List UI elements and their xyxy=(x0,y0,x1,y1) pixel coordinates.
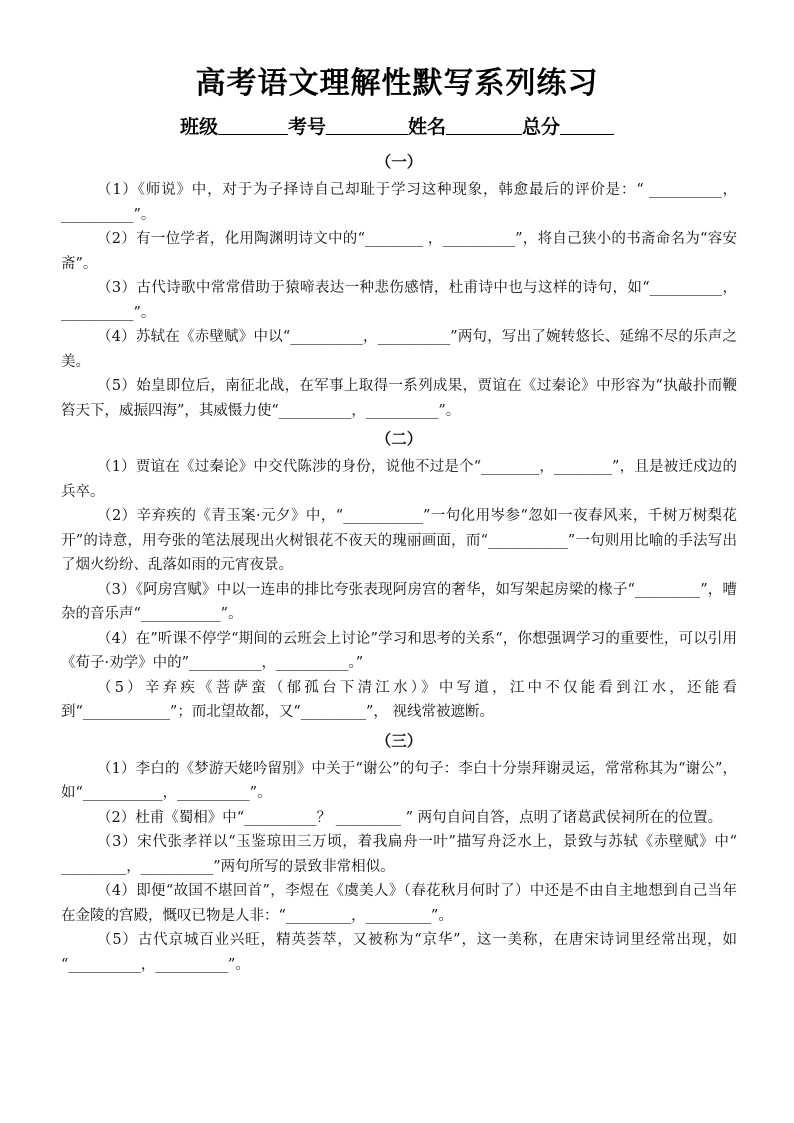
question-item: （2）杜甫《蜀相》中“__________？ _________ ” 两句自问自答，点明了诸葛武侯祠所在的位置。 xyxy=(97,809,723,826)
class-blank[interactable] xyxy=(218,116,288,135)
section-heading: （三） xyxy=(375,730,423,750)
question-item: （3）宋代张孝祥以“玉鉴琼田三万顷，着我扁舟一叶”描写舟泛水上，景致与苏轼《赤壁赋》中“ _________，__________”两句所写的景致非常相似。 xyxy=(61,834,737,875)
section-heading: （一） xyxy=(375,152,423,171)
page-title: 高考语文理解性默写系列练习 xyxy=(195,66,599,101)
question-item: （3）古代诗歌中常常借助于猿啼表达一种悲伤感情，杜甫诗中也与这样的诗句，如“__________，__________”。 xyxy=(61,280,737,321)
name-label: 姓名 xyxy=(408,116,447,138)
question-item: （1）《师说》中，对于为子择诗自己却耻于学习这种现象，韩愈最后的评价是：“ __________，__________”。 xyxy=(61,182,737,223)
class-label: 班级 xyxy=(179,116,218,138)
student-info-line xyxy=(0,112,794,139)
name-blank[interactable] xyxy=(446,116,522,135)
section-3 xyxy=(61,729,737,978)
question-item: （5）辛弃疾《菩萨蛮（郁孤台下清江水）》中写道，江中不仅能看到江水，还能看到“____________”；而北望故都，又“_________”， 视线常被遮断。 xyxy=(61,679,737,720)
question-item: （5）始皇即位后，南征北战，在军事上取得一系列成果，贾谊在《过秦论》中形容为“执敲扑而鞭笞天下，威振四海”，其威慑力使“__________，__________”。 xyxy=(61,378,737,419)
score-blank[interactable] xyxy=(560,116,614,135)
section-2 xyxy=(61,427,737,725)
question-item: （4）苏轼在《赤壁赋》中以“__________，__________”两句，写出了婉转悠长、延绵不尽的乐声之美。 xyxy=(61,329,737,370)
exam-no-blank[interactable] xyxy=(326,116,408,135)
question-item: （1）贾谊在《过秦论》中交代陈涉的身份，说他不过是个“________，________”，且是被迁戍边的兵卒。 xyxy=(61,459,737,500)
question-item: （1）李白的《梦游天姥吟留别》中关于“谢公”的句子：李白十分崇拜谢灵运，常常称其为“谢公”，如“___________，__________”。 xyxy=(61,760,737,801)
exam-no-label: 考号 xyxy=(287,116,326,138)
question-item: （4）在”听课不停学“期间的云班会上讨论”学习和思考的关系“，你想强调学习的重要性，可以引用《荀子·劝学》中的”__________，__________。” xyxy=(61,630,737,671)
question-item: （3）《阿房宫赋》中以一连串的排比夸张表现阿房宫的奢华，如写架起房梁的椽子“_________”，嘈杂的音乐声“___________”。 xyxy=(61,581,737,622)
question-content xyxy=(61,150,737,977)
section-1 xyxy=(61,150,737,423)
question-item: （2）有一位学者，化用陶渊明诗文中的“________ ，__________”，将自己狭小的书斋命名为“容安斋”。 xyxy=(61,231,737,272)
question-item: （4）即便“故国不堪回首”，李煜在《虞美人》（春花秋月何时了）中还是不由自主地想到自己当年在金陵的宫殿，慨叹已物是人非：“_________，_________”。 xyxy=(61,883,737,924)
question-item: （2）辛弃疾的《青玉案·元夕》中，“___________”一句化用岑参“忽如一夜春风来，千树万树梨花开”的诗意，用夸张的笔法展现出火树银花不夜天的瑰丽画面，而“___________”一句则用比喻的手法写出了烟火纷纷、乱落如雨的元宵夜景。 xyxy=(61,508,737,573)
score-label: 总分 xyxy=(522,116,561,138)
section-heading: （二） xyxy=(375,429,423,448)
question-item: （5）古代京城百业兴旺，精英荟萃，又被称为“京华”，这一美称，在唐宋诗词里经常出现，如 “__________，__________”。 xyxy=(61,932,737,973)
